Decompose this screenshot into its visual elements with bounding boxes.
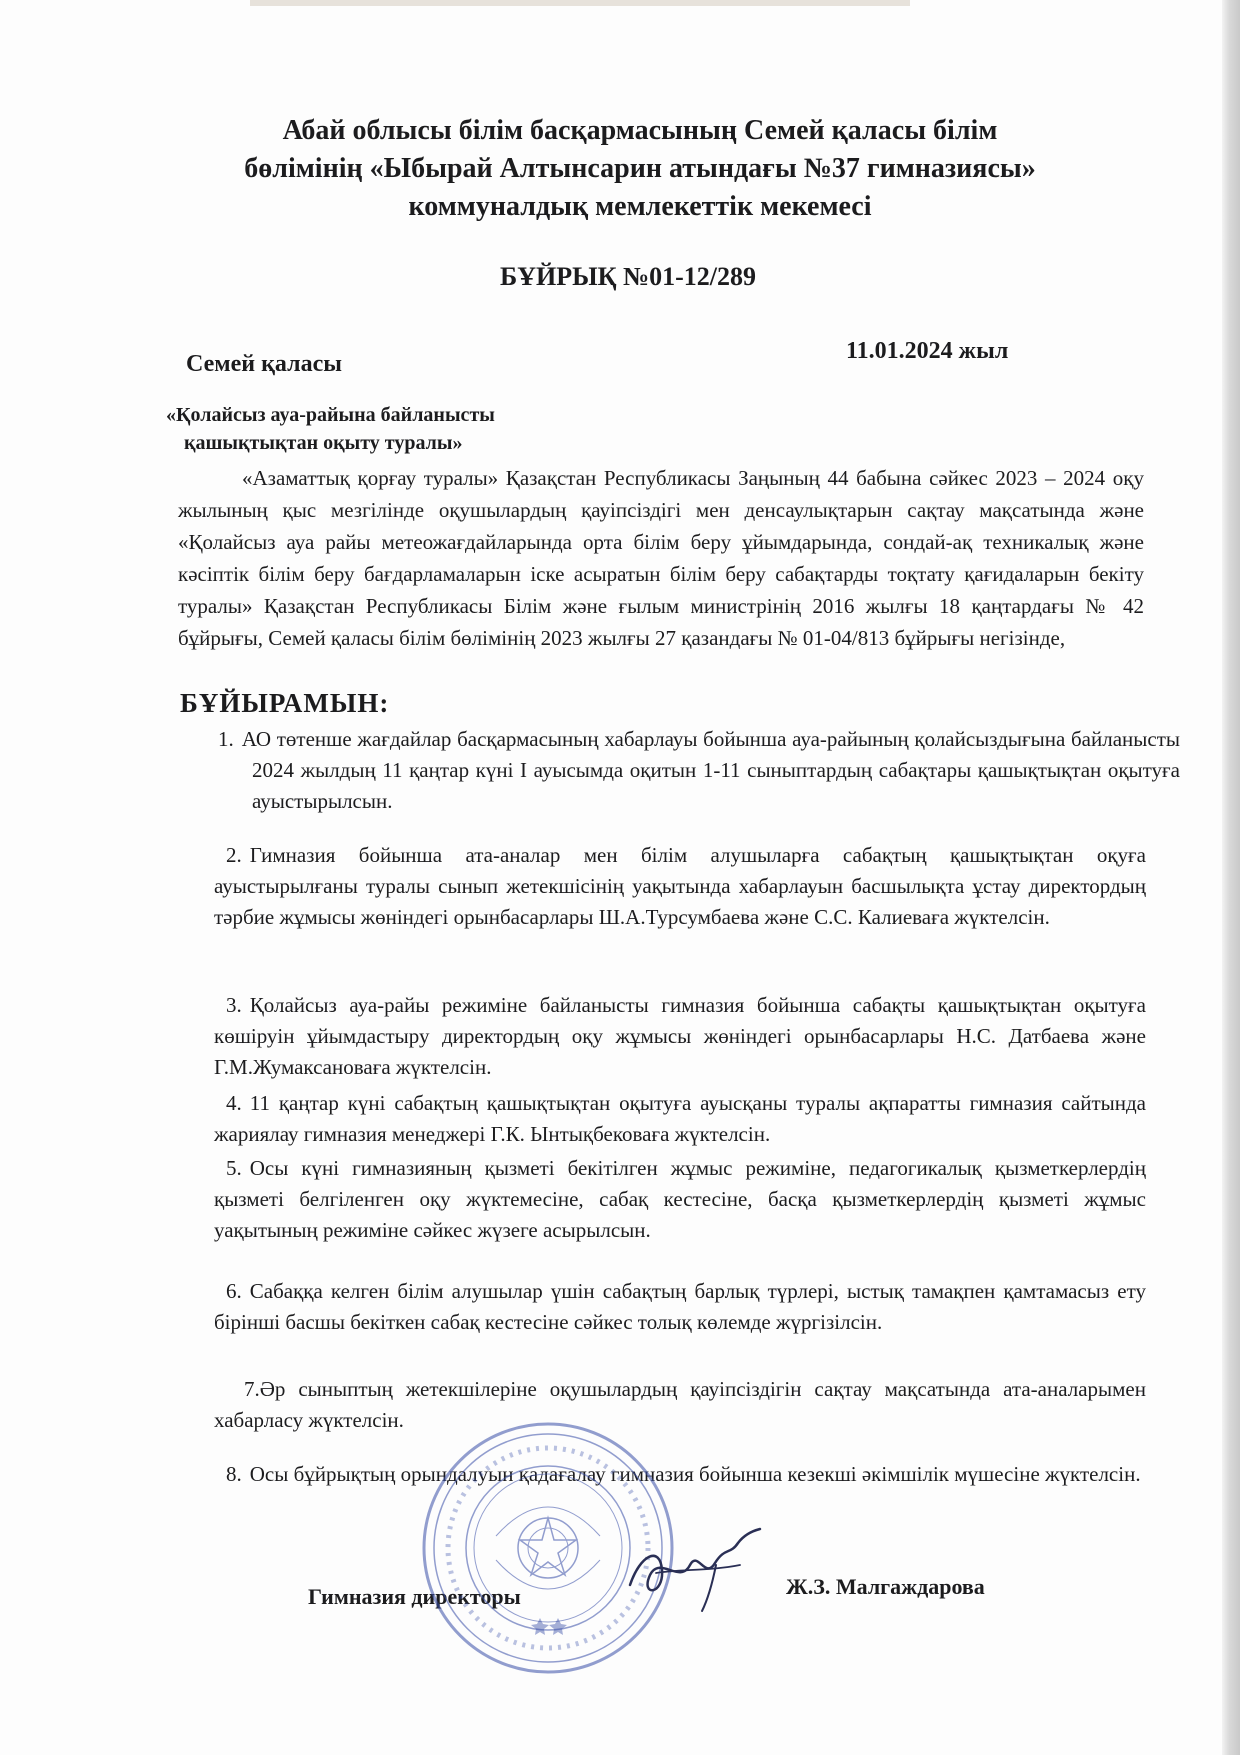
decree-heading: БҰЙЫРАМЫН:: [180, 688, 390, 718]
item-number: 3.: [226, 993, 242, 1017]
city-label: Семей қаласы: [186, 351, 342, 377]
item-number: 8.: [226, 1462, 242, 1486]
scan-top-shadow: [250, 0, 910, 6]
item-number: 6.: [226, 1279, 242, 1303]
subject-line: қашықтықтан оқыту туралы»: [184, 432, 463, 454]
order-subject: [166, 401, 495, 457]
item-number: 5.: [226, 1156, 242, 1180]
order-item-3: [214, 990, 1146, 1083]
signer-position: Гимназия директоры: [308, 1584, 521, 1609]
preamble-paragraph: «Азаматтық қорғау туралы» Қазақстан Республикасы Заңының 44 бабына сәйкес 2023 – 2024 оқу жылының қыс мезгілінде оқушылардың қауіпсіздігі мен денсаулықтарын сақтау мақсатында және «Қолайсыз ауа райы метеожағдайларында орта білім беру ұйымдарында, сондай-ақ техникалық және кәсіптік білім беру бағдарламаларын іске асыратын білім беру сабақтарды тоқтату қағидаларын бекіту туралы» Қазақстан Республикасы Білім және ғылым министрінің 2016 жылғы 18 қаңтардағы № 42 бұйрығы, Семей қаласы білім бөлімінің 2023 жылғы 27 қазандағы № 01-04/813 бұйрығы негізінде,: [178, 466, 1144, 650]
order-number: БҰЙРЫҚ №01-12/289: [500, 262, 756, 291]
order-item-8: [214, 1459, 1146, 1490]
item-number: 4.: [226, 1091, 242, 1115]
order-item-4: [214, 1088, 1146, 1150]
item-number: 1.: [218, 727, 234, 751]
institution-title: [170, 112, 1110, 226]
title-line: Абай облысы білім басқармасының Семей қаласы білім: [282, 115, 998, 146]
item-number: 2.: [226, 843, 242, 867]
item-text: Сабаққа келген білім алушылар үшін сабақтың барлық түрлері, ыстық тамақпен қамтамасыз ету бірінші басшы бекіткен сабақ кестесіне сәйкес толық көлемде жүргізілсін.: [214, 1279, 1146, 1334]
item-text: АО төтенше жағдайлар басқармасының хабарлауы бойынша ауа-райының қолайсыздығына байланысты 2024 жылдың 11 қаңтар күні I ауысымда оқитын 1-11 сыныптардың сабақтары қашықтықтан оқытуға ауыстырылсын.: [241, 727, 1180, 813]
order-item-6: [214, 1276, 1146, 1338]
title-line: бөлімінің «Ыбырай Алтынсарин атындағы №37 гимназиясы»: [244, 153, 1036, 184]
order-item-7: [214, 1374, 1146, 1436]
item-text: Осы күні гимназияның қызметі бекітілген жұмыс режиміне, педагогикалық қызметкерлердің қызметі белгіленген оқу жүктемесіне, сабақ кестесіне, басқа қызметкерлердің қызметі жұмыс уақытының режиміне сәйкес жүзеге асырылсын.: [214, 1156, 1146, 1242]
subject-line: «Қолайсыз ауа-райына байланысты: [166, 404, 495, 426]
order-item-5: [214, 1153, 1146, 1246]
item-text: Гимназия бойынша ата-аналар мен білім алушыларға сабақтың қашықтықтан оқуға ауыстырылғаны туралы сынып жетекшісінің уақытында хабарлауын басшылықта ұстау директордың тәрбие жұмысы жөніндегі орынбасарлары Ш.А.Турсумбаева және С.С. Калиеваға жүктелсін.: [214, 843, 1146, 929]
order-date: 11.01.2024 жыл: [846, 338, 1009, 364]
order-item-1: [218, 724, 1180, 817]
item-text: Қолайсыз ауа-райы режиміне байланысты гимназия бойынша сабақты қашықтықтан оқытуға көшіруін ұйымдастыру директордың оқу жұмысы жөніндегі орынбасарлары Н.С. Датбаева және Г.М.Жумаксановаға жүктелсін.: [214, 993, 1146, 1079]
handwritten-signature: [620, 1525, 770, 1615]
signer-name: Ж.З. Малгаждарова: [786, 1574, 985, 1599]
item-text: Әр сыныптың жетекшілеріне оқушылардың қауіпсіздігін сақтау мақсатында ата-аналарымен хабарласу жүктелсін.: [214, 1377, 1146, 1432]
item-text: Осы бұйрықтың орындалуын қадағалау гимназия бойынша кезекші әкімшілік мүшесіне жүктелсін.: [249, 1462, 1141, 1486]
title-line: коммуналдық мемлекеттік мекемесі: [408, 191, 872, 222]
item-text: 11 қаңтар күні сабақтың қашықтықтан оқытуға ауысқаны туралы ақпаратты гимназия сайтында жариялау гимназия менеджері Г.К. Ынтықбековаға жүктелсін.: [214, 1091, 1146, 1146]
item-number: 7.: [244, 1377, 260, 1401]
scan-right-edge: [1222, 0, 1240, 1755]
order-item-2: [214, 840, 1146, 933]
